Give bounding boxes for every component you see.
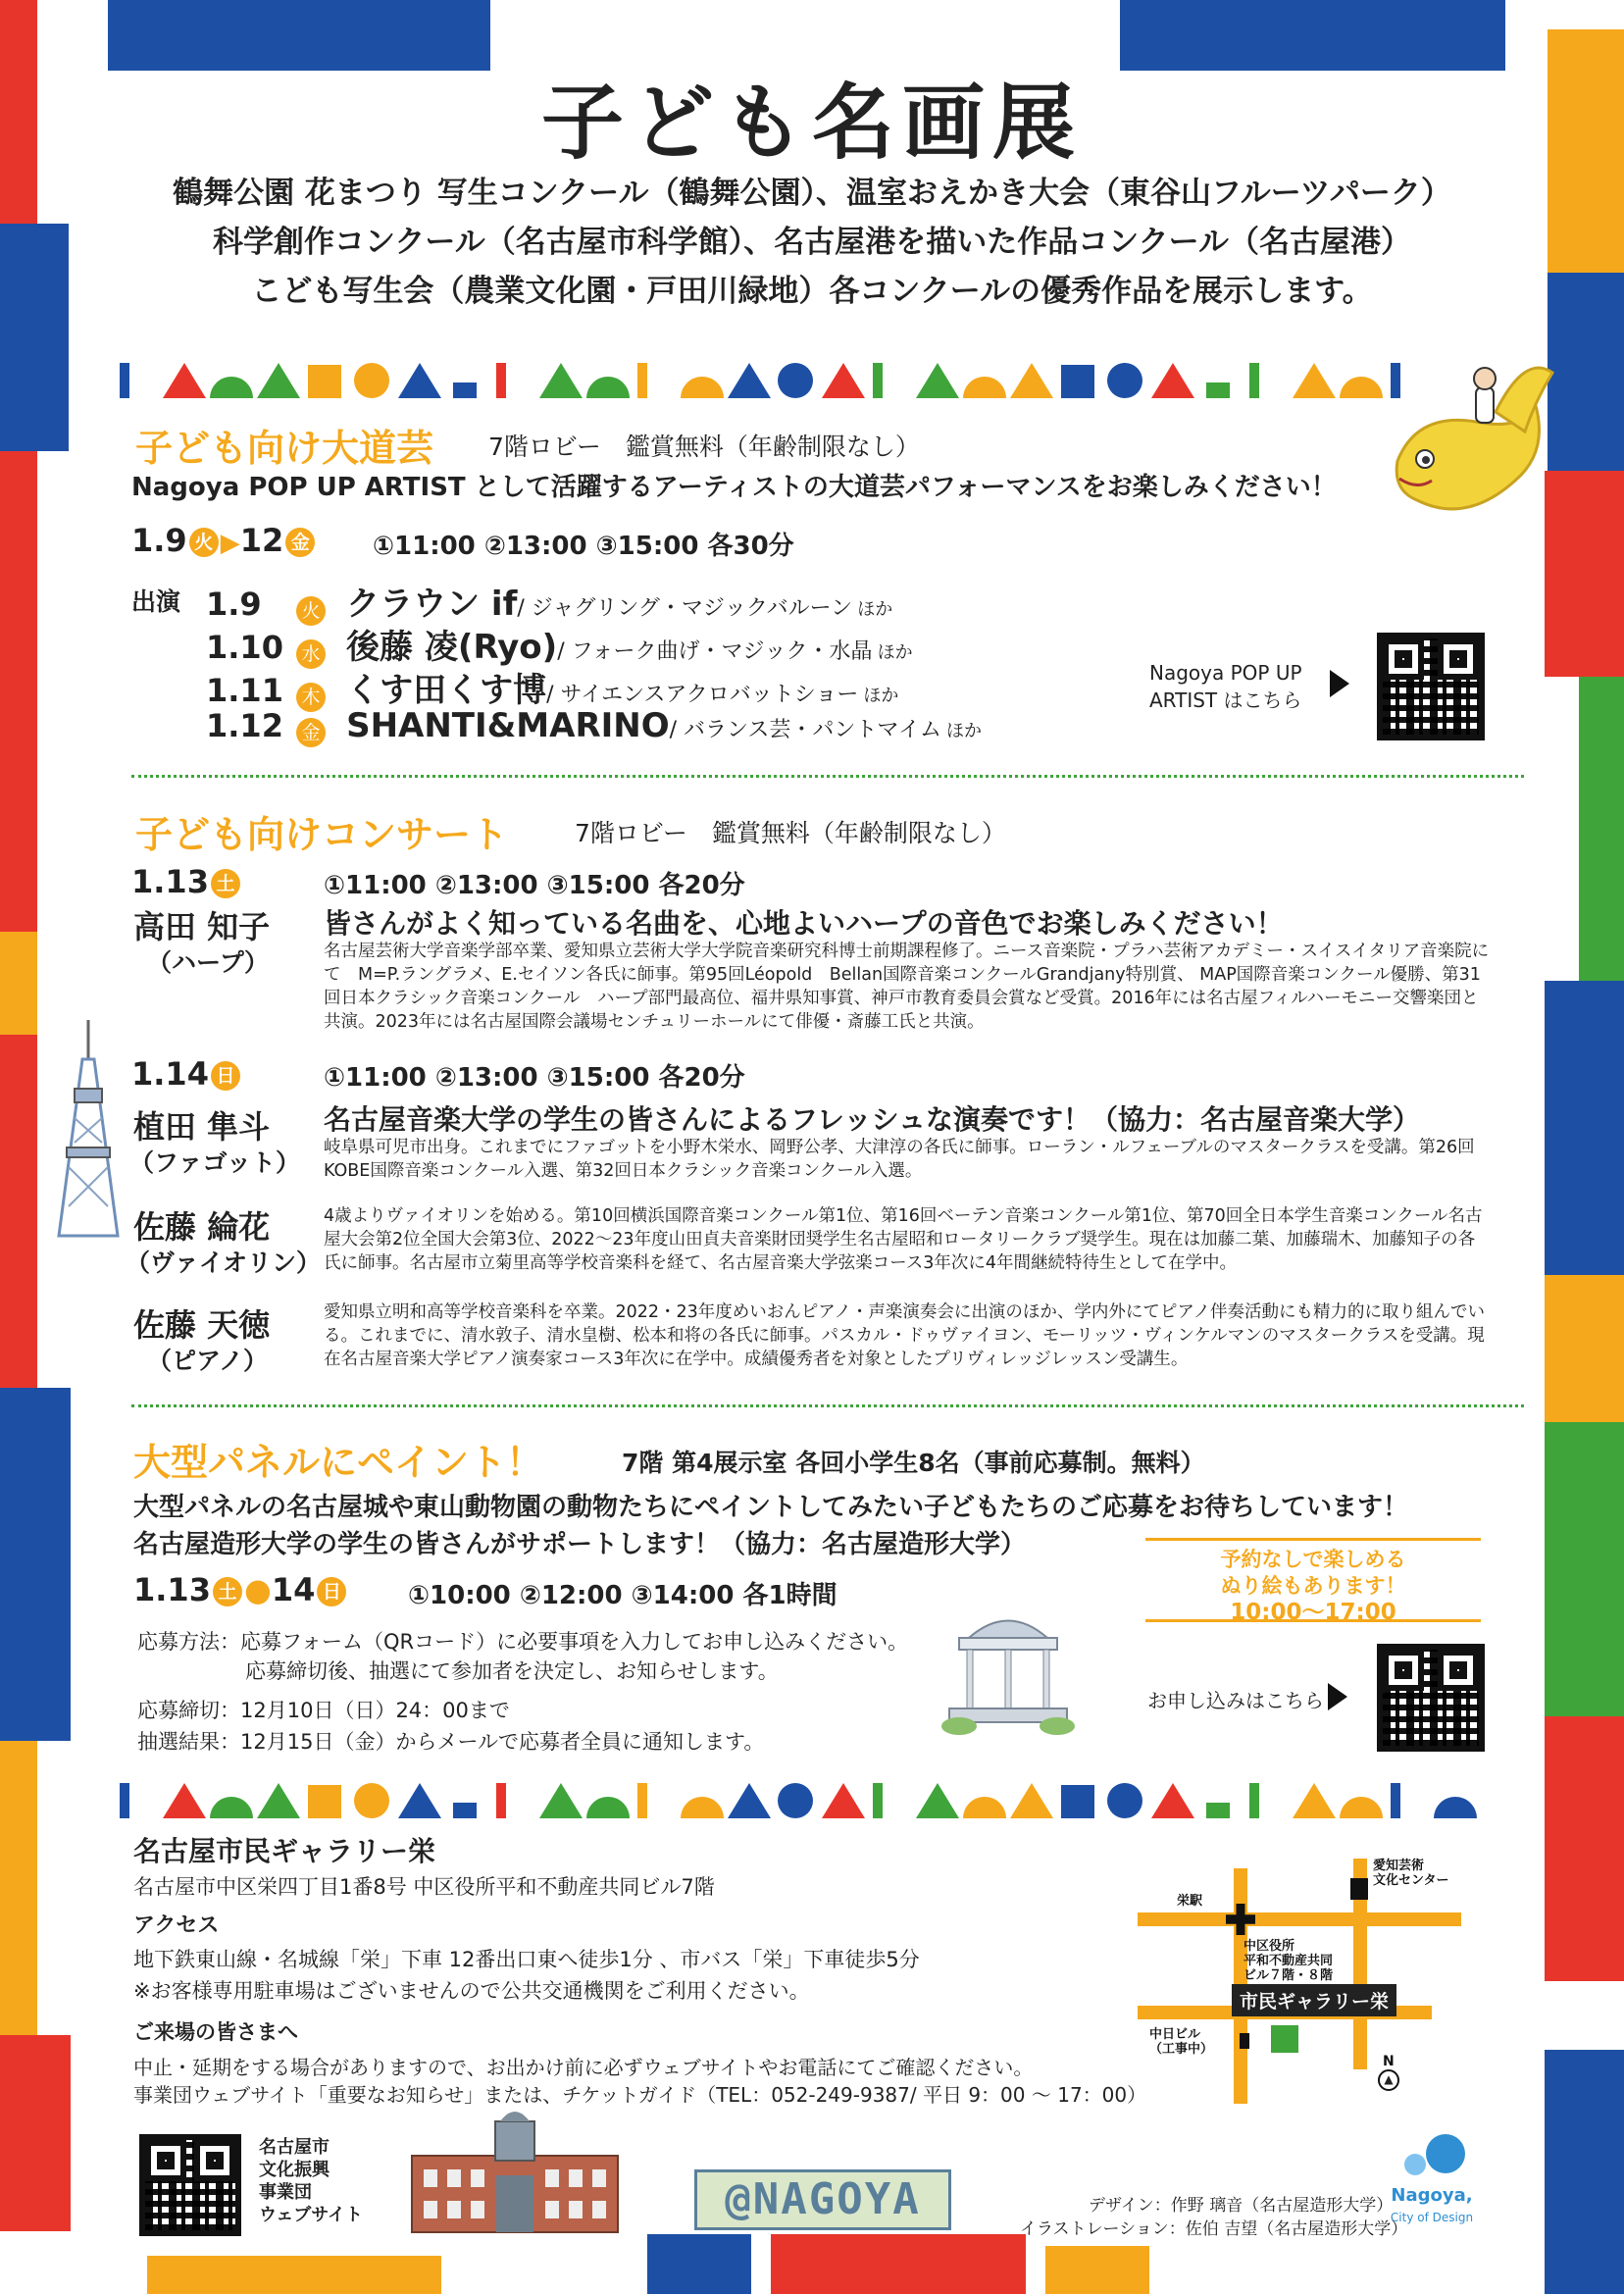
strip-shape <box>916 1783 959 1818</box>
venue-address: 名古屋市中区栄四丁目1番8号 中区役所平和不動産共同ビル7階 <box>133 1875 715 1899</box>
popup-qr-label <box>1149 659 1302 714</box>
performer-date: 1.12 <box>206 707 283 744</box>
performer-instrument: （ピアノ） <box>147 1347 269 1375</box>
station-marker <box>1226 1904 1255 1935</box>
street-title: 子ども向け大道芸 <box>135 427 434 470</box>
strip-shape <box>1061 1785 1094 1818</box>
strip-shape <box>586 1797 630 1818</box>
strip-shape <box>453 382 477 398</box>
performer-bio: 4歳よりヴァイオリンを始める。第10回横浜国際音楽コンクール第1位、第16回ベーテン音楽コンクール第1位、第70回全日本学生音楽コンクール名古屋大会第2位全国大会第3位、2022～23年度山田貞夫音楽財団奨学生名古屋昭和ロータリークラブ奨学生。現在は加藤二葉、加藤瑞木、加藤知子の各氏に師事。名古屋市立菊里高等学校音楽科を経て、名古屋音楽大学弦楽コース3年次に4年間継続特待生として在学中。 <box>324 1206 1483 1273</box>
date-to: 12 <box>239 522 284 559</box>
intro-line: こども写生会（農業文化園・戸田川緑地）各コンクールの優秀作品を展示します。 <box>251 274 1373 309</box>
performer-date: 1.10 <box>206 629 283 666</box>
strip-shape <box>354 1783 389 1818</box>
dot-separator: ● <box>243 1571 272 1608</box>
deco-block <box>1545 1716 1624 1981</box>
coloring-info-box <box>1145 1538 1481 1625</box>
strip-shape <box>210 377 253 398</box>
date-text: 14 <box>271 1571 316 1608</box>
notice-title: ご来場の皆さまへ <box>133 2020 298 2044</box>
deco-block <box>1579 677 1624 981</box>
day-badge: 金 <box>285 528 315 557</box>
map-label-chunichi <box>1149 2027 1213 2057</box>
strip-shape <box>398 1783 441 1818</box>
foundation-label <box>259 2136 363 2226</box>
deco-block <box>0 451 37 932</box>
strip-shape <box>1151 1783 1194 1818</box>
notice-text: 中止・延期をする場合がありますので、お出かけ前に必ずウェブサイトやお電話にてご確認ください。 <box>133 2056 1034 2079</box>
strip-shape <box>778 1783 813 1818</box>
gallery-map-label: 市民ギャラリー栄 <box>1232 1984 1396 2016</box>
strip-shape <box>354 363 389 398</box>
strip-shape <box>873 363 883 398</box>
application-qr-code[interactable] <box>1377 1644 1485 1752</box>
strip-shape <box>1293 363 1336 398</box>
strip-shape <box>120 363 129 398</box>
map-label-line: 愛知芸術 <box>1373 1859 1425 1873</box>
deco-block <box>0 1388 71 1741</box>
venue-name: 名古屋市民ギャラリー栄 <box>133 1835 436 1867</box>
logo-text: Nagoya, <box>1391 2185 1473 2206</box>
performer-bio: 岐阜県可児市出身。これまでにファゴットを小野木栄水、岡野公孝、大津淳の各氏に師事。ローラン・ルフェーブルのマスタークラスを受講。第26回KOBE国際音楽コンクール入選、第32回日本クラシック音楽コンクール入選。 <box>324 1138 1475 1181</box>
strip-shape <box>637 363 647 398</box>
street-meta: 7階ロビー 鑑賞無料（年齢制限なし） <box>488 433 920 461</box>
performer-description: / フォーク曲げ・マジック・水晶 <box>557 639 873 664</box>
deco-block <box>0 2035 71 2231</box>
day-badge: 木 <box>296 683 326 712</box>
day-badge: 土 <box>213 1577 242 1606</box>
performer-suffix: ほか <box>863 686 899 706</box>
deco-block <box>0 1035 37 1388</box>
map-label-line: 平和不動産共同 <box>1243 1954 1334 1968</box>
foundation-website-qr-code[interactable] <box>139 2134 241 2236</box>
panel-meta: 7階 第4展示室 各回小学生8名（事前応募制。無料） <box>622 1449 1205 1477</box>
strip-shape <box>257 1783 300 1818</box>
map-label-line: （工事中） <box>1149 2042 1214 2057</box>
strip-shape <box>681 1797 724 1818</box>
strip-shape <box>496 1783 506 1818</box>
strip-shape <box>637 1783 647 1818</box>
foundation-label-line: ウェブサイト <box>259 2205 364 2225</box>
section-divider <box>131 1404 1524 1407</box>
qr-label-line: Nagoya POP UP <box>1149 661 1302 685</box>
performer-suffix: ほか <box>857 599 893 620</box>
performer-date: 1.9 <box>206 586 262 623</box>
logo-text: City of Design <box>1390 2211 1474 2224</box>
illustration-credit: イラストレーション：佐伯 吉望（名古屋造形大学） <box>1020 2219 1408 2239</box>
strip-shape <box>120 1783 129 1818</box>
performer-name: くす田くす博 <box>346 671 547 710</box>
performer-description: / ジャグリング・マジックバルーン <box>517 596 853 621</box>
map-label-ward-office <box>1243 1939 1333 1983</box>
apply-note: 応募締切後、抽選にて参加者を決定し、お知らせします。 <box>245 1659 779 1683</box>
day-badge: 火 <box>296 596 326 626</box>
access-title: アクセス <box>133 1913 220 1938</box>
fish-mascot-illustration <box>1378 343 1554 544</box>
performer-name: 佐藤 綸花 <box>133 1208 271 1246</box>
apply-method: 応募方法：応募フォーム（QRコード）に必要事項を入力してお申し込みください。 <box>137 1630 909 1654</box>
map-label-sakae: 栄駅 <box>1177 1894 1203 1909</box>
play-arrow-icon: ▶ <box>220 529 240 558</box>
deco-block <box>1545 471 1624 677</box>
access-text: 地下鉄東山線・名城線「栄」下車 12番出口東へ徒歩1分 、市バス「栄」下車徒歩5分 <box>133 1948 920 1971</box>
popup-artist-qr-code[interactable] <box>1377 633 1485 740</box>
deco-block <box>1545 1275 1624 1422</box>
strip-shape <box>1151 363 1194 398</box>
street-date <box>131 522 317 559</box>
strip-shape <box>1206 382 1230 398</box>
performer-row <box>206 577 892 626</box>
strip-shape <box>1010 1783 1053 1818</box>
date-from: 1.9 <box>131 522 187 559</box>
deco-block <box>0 932 37 1035</box>
foundation-label-line: 事業団 <box>259 2182 312 2203</box>
day-badge: 日 <box>317 1577 346 1606</box>
strip-shape <box>1249 1783 1259 1818</box>
strip-shape <box>539 1783 583 1818</box>
deco-block <box>1045 2246 1149 2294</box>
strip-shape <box>308 365 341 398</box>
tv-tower-illustration <box>39 1020 137 1241</box>
strip-shape <box>822 1783 865 1818</box>
strip-shape <box>1107 363 1142 398</box>
design-credit: デザイン：作野 璃音（名古屋造形大学） <box>1089 2196 1394 2216</box>
performer-date: 1.11 <box>206 672 283 709</box>
panel-lead-2: 名古屋造形大学の学生の皆さんがサポートします！（協力：名古屋造形大学） <box>133 1530 1027 1559</box>
day-badge: 火 <box>189 528 219 557</box>
deco-block <box>0 1741 37 2035</box>
lottery-result: 抽選結果：12月15日（金）からメールで応募者全員に通知します。 <box>137 1730 765 1754</box>
strip-shape <box>963 377 1006 398</box>
performer-row <box>206 706 982 747</box>
strip-shape <box>681 377 724 398</box>
strip-shape <box>778 363 813 398</box>
performer-description: / サイエンスアクロバットショー <box>546 683 859 707</box>
intro-text <box>118 169 1506 316</box>
box-line: 10:00～17:00 <box>1230 1600 1396 1625</box>
intro-line: 鶴舞公園 花まつり 写生コンクール（鶴舞公園）、温室おえかき大会（東谷山フルーツパーク） <box>173 176 1451 211</box>
gallery-building <box>1271 2025 1298 2053</box>
date-text: 1.13 <box>133 1571 211 1608</box>
deco-block <box>1545 981 1624 1275</box>
performer-instrument: （ファゴット） <box>129 1148 301 1177</box>
performer-instrument: （ヴァイオリン） <box>126 1249 322 1277</box>
nagoya-logo: @NAGOYA <box>694 2169 951 2230</box>
performer-row <box>206 620 913 669</box>
strip-shape <box>539 363 583 398</box>
strip-shape <box>453 1803 477 1818</box>
performer-name: 高田 知子 <box>133 908 271 945</box>
panel-lead-1: 大型パネルの名古屋城や東山動物園の動物たちにペイントしてみたい子どもたちのご応募をお待ちしています！ <box>133 1493 1409 1522</box>
map-road <box>1138 1912 1461 1926</box>
performer-description: / バランス芸・パントマイム <box>669 718 941 742</box>
strip-shape <box>496 363 506 398</box>
date-text: 1.13 <box>131 863 209 900</box>
foundation-label-line: 文化振興 <box>259 2160 330 2180</box>
strip-shape <box>1206 1803 1230 1818</box>
concert-day1-date <box>131 863 242 900</box>
foundation-label-line: 名古屋市 <box>259 2137 330 2158</box>
strip-shape <box>398 363 441 398</box>
strip-shape <box>1391 1783 1400 1818</box>
strip-shape <box>822 363 865 398</box>
map-label-aichi <box>1353 1859 1448 1888</box>
street-times: ①11:00 ②13:00 ③15:00 各30分 <box>373 532 794 561</box>
box-line: ぬり絵もあります！ <box>1220 1574 1406 1598</box>
compass-icon: ▲ <box>1378 2069 1399 2091</box>
deco-block <box>1548 273 1624 471</box>
shape-strip-top <box>116 357 1430 402</box>
performer-name: 後藤 凌(Ryo) <box>346 628 558 667</box>
strip-shape <box>873 1783 883 1818</box>
north-label: N <box>1383 2054 1395 2069</box>
date-text: 1.14 <box>131 1055 209 1093</box>
deco-block <box>771 2234 1026 2294</box>
gazebo-illustration <box>930 1599 1087 1746</box>
concert-title: 子ども向けコンサート <box>135 813 509 856</box>
strip-shape <box>210 1797 253 1818</box>
performer-suffix: ほか <box>877 642 913 663</box>
arrow-right-icon <box>1330 670 1349 697</box>
map-label-line: ビル７階・８階 <box>1243 1968 1334 1983</box>
performer-bio: 愛知県立明和高等学校音楽科を卒業。2022・23年度めいおんピアノ・声楽演奏会に出演のほか、学内外にてピアノ伴奏活動にも精力的に取り組んでいる。これまでに、清水敦子、清水皇樹、松本和将の各氏に師事。パスカル・ドゥヴァイヨン、モーリッツ・ヴィンケルマンのマスタークラスを受講。現在名古屋音楽大学ピアノ演奏家コース3年次に在学中。成績優秀者を対象としたプリヴィレッジレッスン受講生。 <box>324 1302 1485 1369</box>
strip-shape <box>728 363 771 398</box>
strip-shape <box>1107 1783 1142 1818</box>
performer-name: クラウン if <box>346 585 518 624</box>
arrow-right-icon <box>1328 1683 1347 1710</box>
strip-shape <box>1061 365 1094 398</box>
panel-title: 大型パネルにペイント！ <box>133 1441 544 1484</box>
deco-block <box>147 2256 441 2294</box>
logo-circle <box>1404 2154 1426 2175</box>
strip-shape <box>308 1785 341 1818</box>
concert-day1-times: ①11:00 ②13:00 ③15:00 各20分 <box>324 871 745 900</box>
strip-shape <box>257 363 300 398</box>
performer-name: 佐藤 天徳 <box>133 1306 271 1344</box>
concert-day2-times: ①11:00 ②13:00 ③15:00 各20分 <box>324 1063 745 1093</box>
logo-circle <box>1426 2134 1465 2173</box>
apply-deadline: 応募締切：12月10日（日）24：00まで <box>137 1699 510 1722</box>
performer-row <box>206 663 898 712</box>
notice-contact: 事業団ウェブサイト「重要なお知らせ」または、チケットガイド（TEL：052-249-9387/ 平日 9：00 ～ 17：00） <box>133 2083 1147 2107</box>
strip-shape <box>1249 363 1259 398</box>
deco-block <box>1545 2050 1624 2294</box>
street-lead: Nagoya POP UP ARTIST として活躍するアーティストの大道芸パフォーマンスをお楽しみください！ <box>131 473 1337 502</box>
apply-qr-label: お申し込みはこちら <box>1147 1689 1324 1712</box>
strip-shape <box>963 1797 1006 1818</box>
strip-shape <box>586 377 630 398</box>
strip-shape <box>1434 1797 1477 1818</box>
deco-block <box>647 2234 751 2294</box>
strip-shape <box>1010 363 1053 398</box>
intro-line: 科学創作コンクール（名古屋市科学館）、名古屋港を描いた作品コンクール（名古屋港） <box>212 225 1412 260</box>
deco-block <box>1545 1422 1624 1716</box>
strip-shape <box>163 1783 206 1818</box>
map-label-line: 中日ビル <box>1149 2027 1201 2042</box>
strip-shape <box>916 363 959 398</box>
strip-shape <box>728 1783 771 1818</box>
qr-label-line: ARTIST はこちら <box>1149 688 1302 712</box>
map-label-line: 中区役所 <box>1243 1939 1295 1954</box>
performer-suffix: ほか <box>946 721 983 741</box>
box-line: 予約なしで楽しめる <box>1220 1548 1406 1571</box>
deco-block <box>0 224 69 451</box>
strip-shape <box>1340 377 1383 398</box>
performer-bio: 名古屋芸術大学音楽学部卒業、愛知県立芸術大学大学院音楽研究科博士前期課程修了。ニース音楽院・プラハ芸術アカデミー・スイスイタリア音楽院にて M=P.ラングラメ、E.セイソン各氏に師事。第95回Léopold Bellan国際音楽コンクールGrandjany特別賞、 MAP国際音楽コンクール優勝、第31回日本クラシック音楽コンクール ハープ部門最高位、福井県知事賞、神戸市教育委員会賞など受賞。2016年には名古屋フィルハーモニー交響楽団と共演。2023年には名古屋国際会議場センチュリーホールにて俳優・斎藤工氏と共演。 <box>324 942 1490 1032</box>
performers-label: 出演 <box>131 587 181 616</box>
performer-name: SHANTI&MARINO <box>346 706 670 745</box>
page-title: 子ども名画展 <box>540 75 1083 171</box>
panel-times: ①10:00 ②12:00 ③14:00 各1時間 <box>408 1581 837 1610</box>
performer-instrument: （ハープ） <box>147 948 270 977</box>
concert-day1-headline: 皆さんがよく知っている名曲を、心地よいハープの音色でお楽しみください！ <box>324 907 1284 940</box>
strip-shape <box>1340 1797 1383 1818</box>
shape-strip-bottom <box>116 1777 1508 1822</box>
day-badge: 水 <box>296 639 326 669</box>
performer-name: 植田 隼斗 <box>133 1108 271 1146</box>
day-badge: 土 <box>211 869 240 898</box>
strip-shape <box>163 363 206 398</box>
concert-day2-headline: 名古屋音楽大学の学生の皆さんによるフレッシュな演奏です！（協力：名古屋音楽大学） <box>324 1103 1421 1136</box>
city-of-design-logo <box>1383 2132 1481 2235</box>
city-hall-illustration <box>402 2107 628 2234</box>
map-label-line: 文化センター <box>1373 1873 1449 1888</box>
parking-note: ※お客様専用駐車場はございませんので公共交通機関をご利用ください。 <box>133 1979 810 2003</box>
day-badge: 金 <box>296 718 326 747</box>
concert-meta: 7階ロビー 鑑賞無料（年齢制限なし） <box>575 819 1006 847</box>
day-badge: 日 <box>211 1061 240 1091</box>
chunichi-building <box>1240 2033 1249 2049</box>
concert-day2-date <box>131 1055 242 1093</box>
section-divider <box>131 775 1524 778</box>
panel-date <box>133 1571 348 1608</box>
strip-shape <box>1293 1783 1336 1818</box>
access-map <box>1138 1859 1502 2104</box>
